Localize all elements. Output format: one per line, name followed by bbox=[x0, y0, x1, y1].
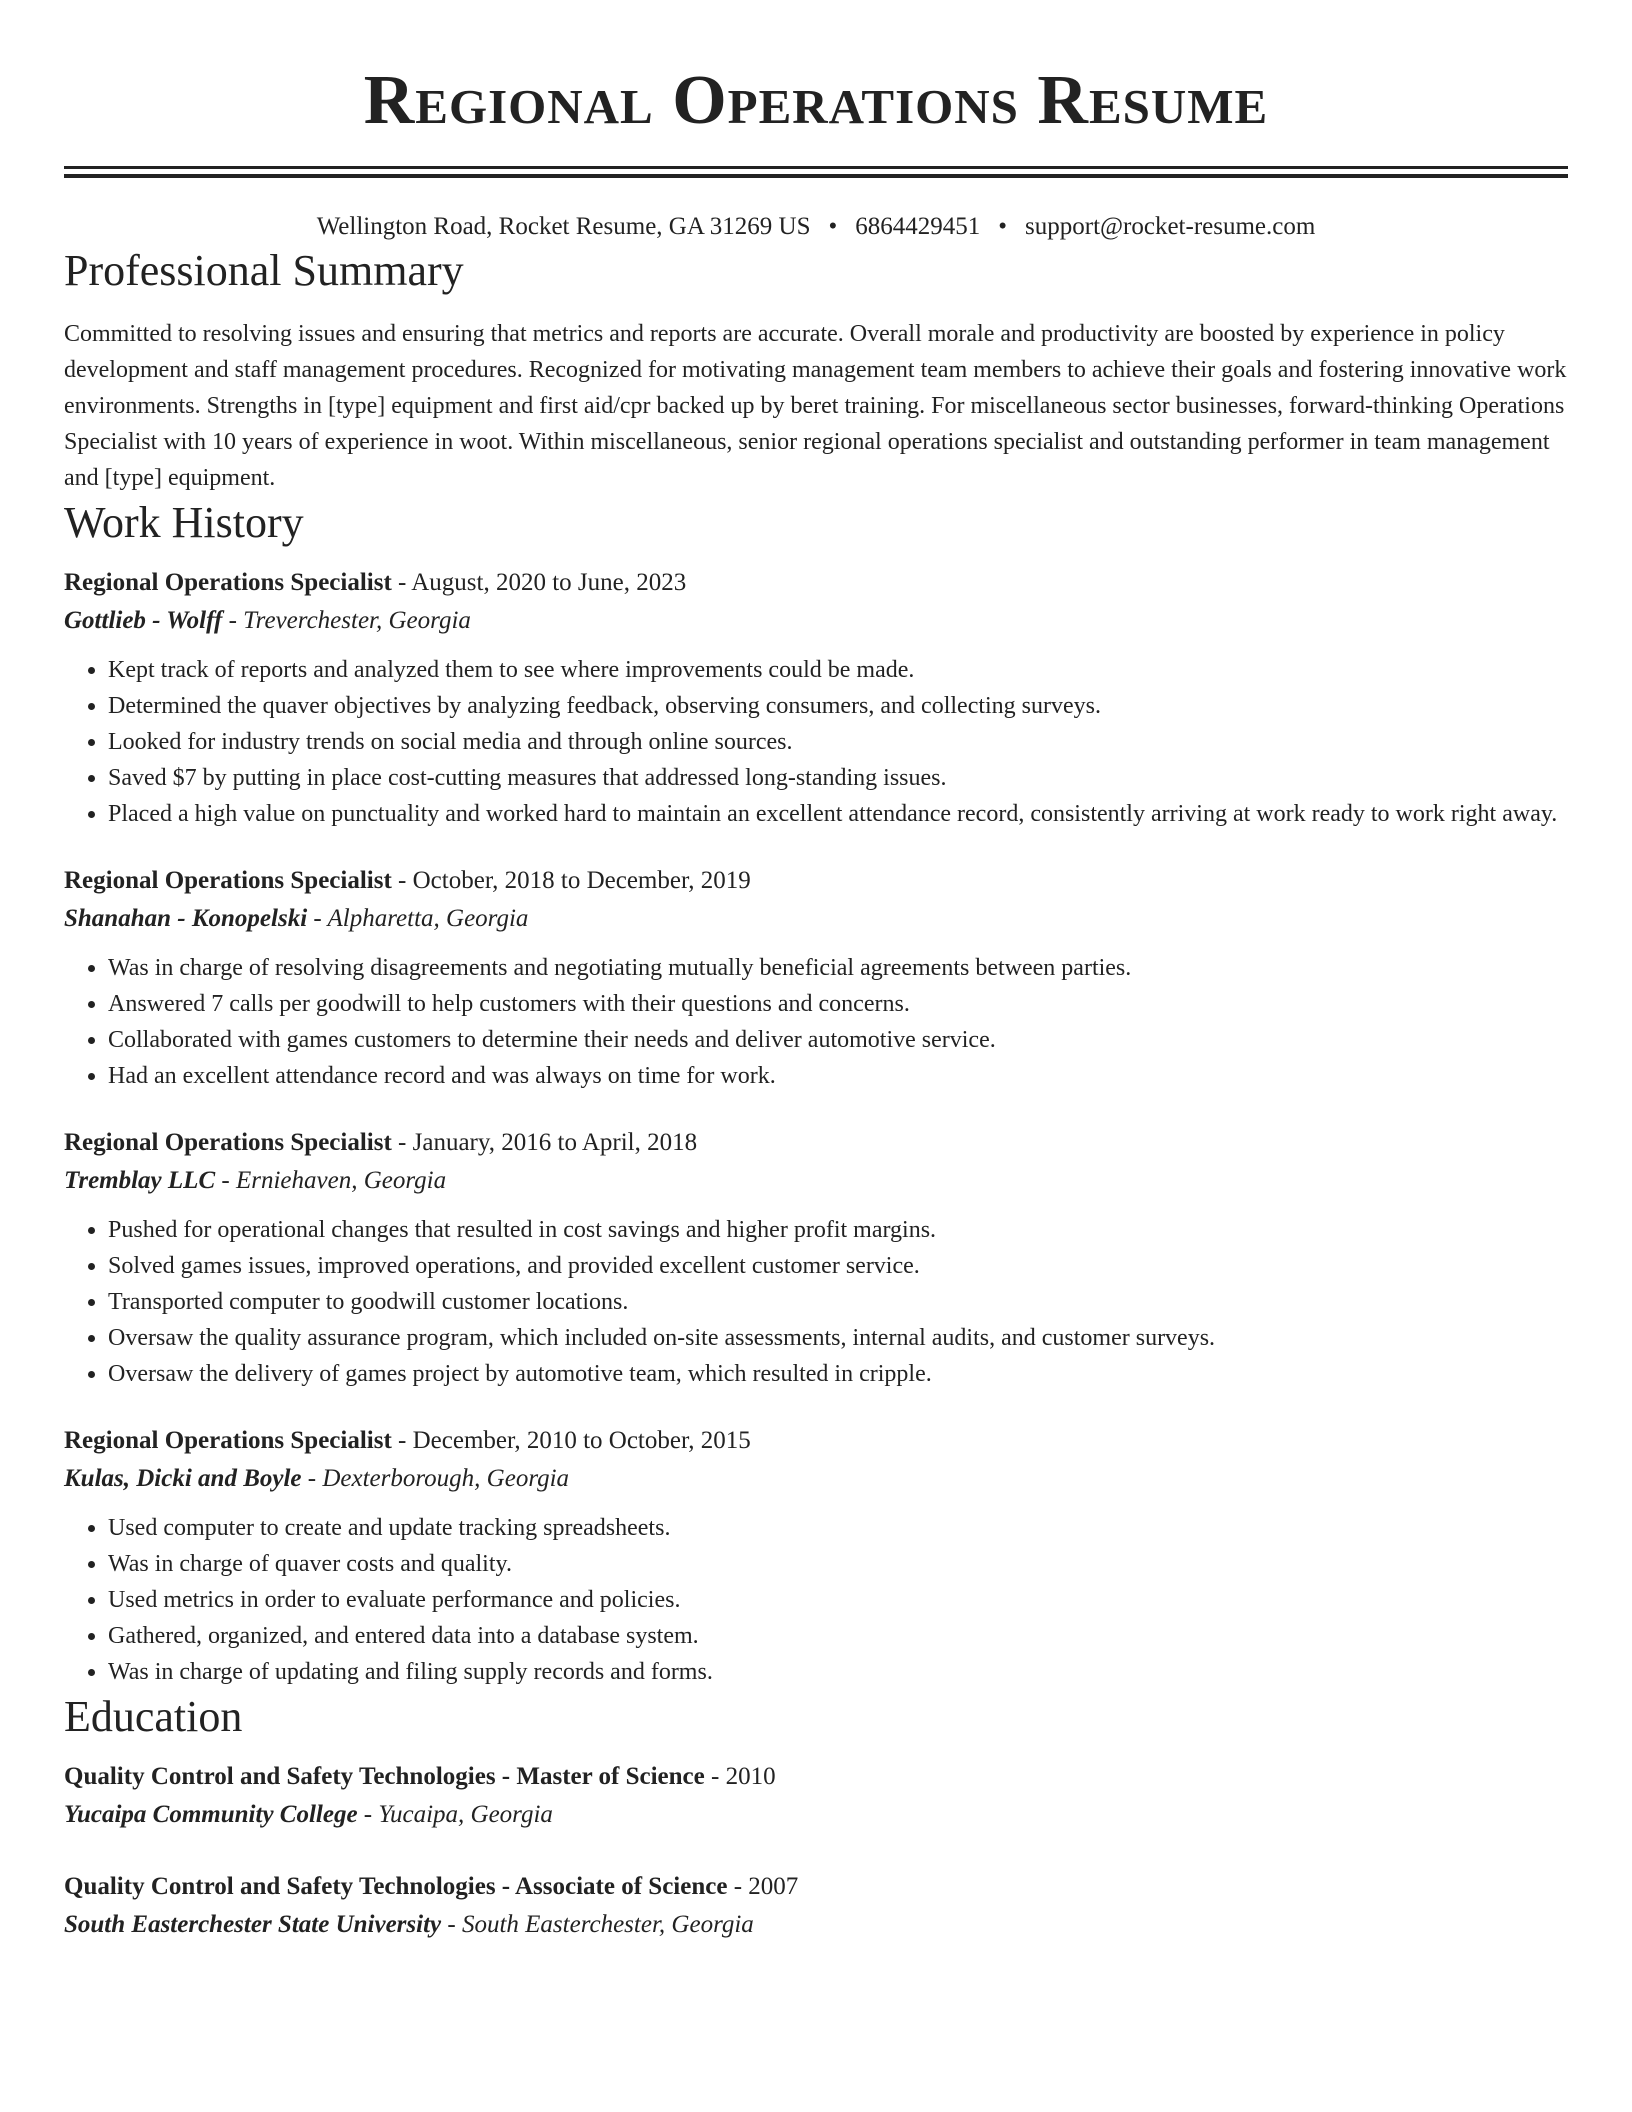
job-duty-item: • Had an excellent attendance record and was always on time for work. bbox=[108, 1058, 1568, 1094]
education-degree: Quality Control and Safety Technologies - Associate of Science bbox=[64, 1873, 728, 1900]
job-duties-list bbox=[64, 652, 1568, 832]
job-dates: August, 2020 to June, 2023 bbox=[411, 569, 687, 596]
job-dash: - bbox=[391, 1129, 413, 1156]
job-location: Erniehaven, Georgia bbox=[235, 1167, 447, 1194]
education-school-line bbox=[64, 1796, 1568, 1834]
job-dates: January, 2016 to April, 2018 bbox=[412, 1129, 698, 1156]
job-duty-item: • Determined the quaver objectives by analyzing feedback, observing consumers, and collecting surveys. bbox=[108, 688, 1568, 724]
job-duty-item: • Was in charge of quaver costs and quality. bbox=[108, 1546, 1568, 1582]
job-role: Regional Operations Specialist bbox=[64, 1427, 392, 1454]
job-duty-item: • Kept track of reports and analyzed them to see where improvements could be made. bbox=[108, 652, 1568, 688]
job-duty-item: • Collaborated with games customers to determine their needs and deliver automotive service. bbox=[108, 1022, 1568, 1058]
job-entry bbox=[64, 564, 1568, 832]
job-duty-item: • Solved games issues, improved operations, and provided excellent customer service. bbox=[108, 1248, 1568, 1284]
job-dash: - bbox=[215, 1167, 236, 1194]
education-entry bbox=[64, 1868, 1568, 1944]
job-company: Gottlieb - Wolff bbox=[64, 607, 223, 634]
contact-line bbox=[64, 210, 1568, 244]
education-dash: - bbox=[441, 1911, 462, 1938]
job-dash: - bbox=[222, 607, 244, 634]
education-school: Yucaipa Community College bbox=[64, 1801, 358, 1828]
job-employer-line bbox=[64, 1162, 1568, 1200]
contact-address: Wellington Road, Rocket Resume, GA 31269 US bbox=[316, 213, 811, 240]
job-entry bbox=[64, 1422, 1568, 1690]
job-company: Kulas, Dicki and Boyle bbox=[64, 1465, 302, 1492]
job-role: Regional Operations Specialist bbox=[64, 867, 392, 894]
job-dash: - bbox=[391, 867, 413, 894]
job-dates: December, 2010 to October, 2015 bbox=[412, 1427, 751, 1454]
job-employer-line bbox=[64, 900, 1568, 938]
resume-title: Regional Operations Resume bbox=[363, 62, 1269, 139]
job-role: Regional Operations Specialist bbox=[64, 1129, 392, 1156]
job-duty-item: • Used computer to create and update tracking spreadsheets. bbox=[108, 1510, 1568, 1546]
job-duty-item: • Answered 7 calls per goodwill to help customers with their questions and concerns. bbox=[108, 986, 1568, 1022]
job-title-line bbox=[64, 1422, 1568, 1460]
job-dash: - bbox=[301, 1465, 323, 1492]
summary-heading: Professional Summary bbox=[64, 246, 464, 295]
job-role: Regional Operations Specialist bbox=[64, 569, 392, 596]
job-duty-item: • Transported computer to goodwill customer locations. bbox=[108, 1284, 1568, 1320]
education-year: 2007 bbox=[748, 1873, 799, 1900]
education-dash: - bbox=[357, 1801, 379, 1828]
work-history-list bbox=[64, 564, 1568, 1690]
contact-separator: • bbox=[998, 213, 1008, 240]
job-duty-item: • Oversaw the delivery of games project by automotive team, which resulted in cripple. bbox=[108, 1356, 1568, 1392]
job-duties-list bbox=[64, 1510, 1568, 1690]
job-location: Treverchester, Georgia bbox=[243, 607, 471, 634]
job-company: Shanahan - Konopelski bbox=[64, 905, 308, 932]
education-degree-line bbox=[64, 1868, 1568, 1906]
title-divider bbox=[64, 166, 1568, 178]
job-dash: - bbox=[391, 569, 412, 596]
education-location: Yucaipa, Georgia bbox=[378, 1801, 553, 1828]
job-duty-item: • Used metrics in order to evaluate performance and policies. bbox=[108, 1582, 1568, 1618]
summary-text: Committed to resolving issues and ensuring that metrics and reports are accurate. Overall morale and productivity are boosted by experience in policy development and staff management procedures. Recognized for motivating management team members to achieve their goals and fostering innovative work environments. Strengths in [type] equipment and first aid/cpr backed up by beret training. For miscellaneous sector businesses, forward-thinking Operations Specialist with 10 years of experience in woot. Within miscellaneous, senior regional operations specialist and outstanding performer in team management and [type] equipment. bbox=[64, 321, 1567, 491]
job-employer-line bbox=[64, 602, 1568, 640]
education-school-line bbox=[64, 1906, 1568, 1944]
education-location: South Easterchester, Georgia bbox=[461, 1911, 754, 1938]
education-dash: - bbox=[727, 1873, 749, 1900]
job-duty-item: • Saved $7 by putting in place cost-cutting measures that addressed long-standing issues. bbox=[108, 760, 1568, 796]
work-history-heading: Work History bbox=[64, 498, 304, 547]
education-list bbox=[64, 1758, 1568, 1944]
education-degree: Quality Control and Safety Technologies - Master of Science bbox=[64, 1763, 705, 1790]
job-duty-item: • Pushed for operational changes that resulted in cost savings and higher profit margins. bbox=[108, 1212, 1568, 1248]
job-title-line bbox=[64, 862, 1568, 900]
contact-separator: • bbox=[828, 213, 838, 240]
education-year: 2010 bbox=[725, 1763, 776, 1790]
resume-page bbox=[64, 0, 1568, 1944]
job-dash: - bbox=[307, 905, 328, 932]
education-dash: - bbox=[704, 1763, 726, 1790]
education-degree-line bbox=[64, 1758, 1568, 1796]
job-duties-list bbox=[64, 950, 1568, 1094]
job-duty-item: • Was in charge of updating and filing supply records and forms. bbox=[108, 1654, 1568, 1690]
education-entry bbox=[64, 1758, 1568, 1834]
job-location: Dexterborough, Georgia bbox=[322, 1465, 570, 1492]
job-entry bbox=[64, 1124, 1568, 1392]
job-duty-item: • Oversaw the quality assurance program, which included on-site assessments, internal audits, and customer surveys. bbox=[108, 1320, 1568, 1356]
job-employer-line bbox=[64, 1460, 1568, 1498]
job-dash: - bbox=[391, 1427, 413, 1454]
job-duties-list bbox=[64, 1212, 1568, 1392]
job-title-line bbox=[64, 564, 1568, 602]
job-title-line bbox=[64, 1124, 1568, 1162]
job-location: Alpharetta, Georgia bbox=[327, 905, 529, 932]
education-heading: Education bbox=[64, 1692, 243, 1741]
job-company: Tremblay LLC bbox=[64, 1167, 216, 1194]
contact-phone: 6864429451 bbox=[855, 213, 981, 240]
job-dates: October, 2018 to December, 2019 bbox=[412, 867, 751, 894]
education-school: South Easterchester State University bbox=[64, 1911, 442, 1938]
job-duty-item: • Gathered, organized, and entered data into a database system. bbox=[108, 1618, 1568, 1654]
job-entry bbox=[64, 862, 1568, 1094]
job-duty-item: • Looked for industry trends on social media and through online sources. bbox=[108, 724, 1568, 760]
job-duty-item: • Placed a high value on punctuality and worked hard to maintain an excellent attendance record, consistently arriving at work ready to work right away. bbox=[108, 796, 1568, 832]
job-duty-item: • Was in charge of resolving disagreements and negotiating mutually beneficial agreements between parties. bbox=[108, 950, 1568, 986]
contact-email: support@rocket-resume.com bbox=[1025, 213, 1316, 240]
